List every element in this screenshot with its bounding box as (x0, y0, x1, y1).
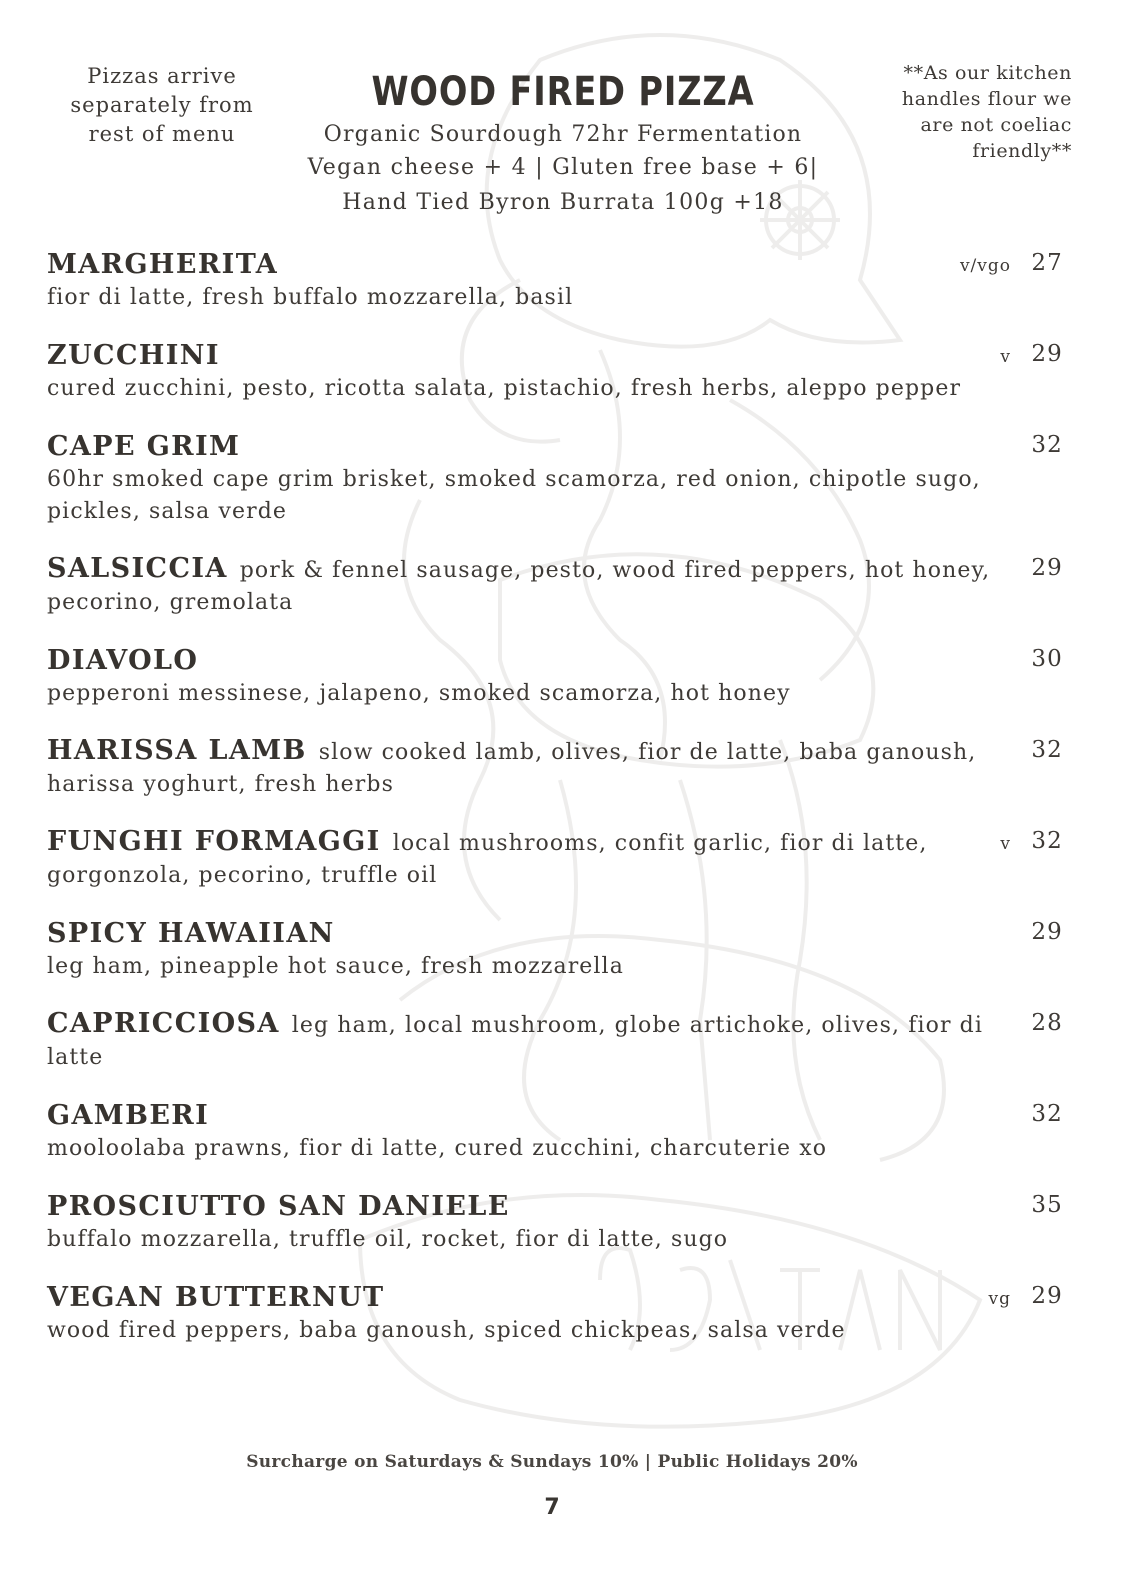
menu-item-text (47, 553, 1002, 619)
menu-item-description: local mushrooms, confit garlic, fior di latte, gorgonzola, pecorino, truffle oil (47, 831, 928, 888)
menu-subtitle: Organic Sourdough 72hr Fermentation (323, 122, 803, 147)
menu-item-price: 35 (1031, 1192, 1063, 1218)
surcharge-note: Surcharge on Saturdays & Sundays 10% | Public Holidays 20% (246, 1452, 858, 1472)
menu-item-description: pork & fennel sausage, pesto, wood fired peppers, hot honey, pecorino, gremolata (47, 558, 991, 615)
menu-burrata-line: Hand Tied Byron Burrata 100g +18 (342, 190, 784, 215)
menu-item-text (47, 917, 1002, 983)
menu-title: WOOD FIRED PIZZA (371, 69, 755, 115)
menu-item (47, 339, 1077, 405)
menu-item-text (47, 1281, 1002, 1347)
menu-item-price: 28 (1031, 1010, 1063, 1036)
menu-item (47, 430, 1077, 528)
menu-item-price: 29 (1031, 555, 1063, 581)
menu-item-description: leg ham, local mushroom, globe artichoke, olives, fior di latte (47, 1013, 983, 1070)
menu-options-line: Vegan cheese + 4 | Gluten free base + 6| (307, 155, 819, 180)
menu-item-name: ZUCCHINI (47, 340, 220, 371)
menu-item-text (47, 1008, 1002, 1074)
pizza-menu-list (47, 248, 1077, 1372)
menu-item-dietary-tag: v (1000, 834, 1011, 854)
menu-item-price: 29 (1031, 919, 1063, 945)
pizza-arrival-note-line: separately from (70, 93, 254, 117)
menu-item-name: DIAVOLO (47, 645, 199, 676)
menu-item (47, 248, 1077, 314)
menu-item-text (47, 826, 1002, 892)
menu-item-text (47, 339, 1002, 405)
menu-item-description: cured zucchini, pesto, ricotta salata, pistachio, fresh herbs, aleppo pepper (47, 376, 962, 401)
menu-item-description: wood fired peppers, baba ganoush, spiced chickpeas, salsa verde (47, 1318, 846, 1343)
menu-item-name: SALSICCIA (47, 553, 228, 584)
menu-item-description: 60hr smoked cape grim brisket, smoked scamorza, red onion, chipotle sugo, pickles, salsa verde (47, 467, 981, 524)
menu-item-description: leg ham, pineapple hot sauce, fresh mozzarella (47, 954, 624, 979)
menu-item (47, 735, 1077, 801)
menu-item-text (47, 735, 1002, 801)
menu-item (47, 826, 1077, 892)
menu-header (288, 66, 838, 220)
menu-item-price: 29 (1031, 1283, 1063, 1309)
menu-item-text (47, 1099, 1002, 1165)
menu-item-price: 27 (1031, 250, 1063, 276)
menu-item-name: SPICY HAWAIIAN (47, 918, 335, 949)
menu-item-description: mooloolaba prawns, fior di latte, cured zucchini, charcuterie xo (47, 1136, 828, 1161)
menu-item (47, 1281, 1077, 1347)
menu-item-dietary-tag: v/vgo (959, 256, 1011, 276)
menu-item-description: slow cooked lamb, olives, fior de latte, baba ganoush, harissa yoghurt, fresh herbs (47, 740, 977, 797)
menu-item-price: 32 (1031, 828, 1063, 854)
menu-item (47, 644, 1077, 710)
coeliac-note-line: are not coeliac (920, 114, 1072, 136)
pizza-arrival-note-line: Pizzas arrive (87, 64, 237, 88)
menu-item-description: buffalo mozzarella, truffle oil, rocket, fior di latte, sugo (47, 1227, 729, 1252)
menu-item-price: 30 (1031, 646, 1063, 672)
coeliac-note-line: friendly** (972, 140, 1072, 162)
menu-item (47, 1099, 1077, 1165)
menu-item-description: fior di latte, fresh buffalo mozzarella, basil (47, 285, 574, 310)
coeliac-note-line: **As our kitchen (903, 62, 1072, 84)
menu-item-text (47, 644, 1002, 710)
menu-item-name: MARGHERITA (47, 249, 279, 280)
menu-item-name: CAPRICCIOSA (47, 1008, 280, 1039)
menu-item-name: FUNGHI FORMAGGI (47, 826, 381, 857)
menu-item-dietary-tag: vg (988, 1289, 1011, 1309)
menu-item-name: CAPE GRIM (47, 431, 241, 462)
pizza-arrival-note-line: rest of menu (88, 122, 236, 146)
menu-item-price: 32 (1031, 737, 1063, 763)
coeliac-note (850, 60, 1072, 164)
menu-item-description: pepperoni messinese, jalapeno, smoked scamorza, hot honey (47, 681, 791, 706)
menu-item-name: PROSCIUTTO SAN DANIELE (47, 1191, 510, 1222)
menu-item-text (47, 1190, 1002, 1256)
menu-item-text (47, 430, 1002, 528)
menu-item-price: 32 (1031, 1101, 1063, 1127)
menu-item (47, 917, 1077, 983)
menu-item-text (47, 248, 1002, 314)
menu-item (47, 553, 1077, 619)
coeliac-note-line: handles flour we (901, 88, 1072, 110)
menu-item-price: 32 (1031, 432, 1063, 458)
page-number: 7 (544, 1495, 560, 1520)
menu-item-dietary-tag: v (1000, 347, 1011, 367)
menu-item-name: GAMBERI (47, 1100, 210, 1131)
menu-item (47, 1008, 1077, 1074)
pizza-arrival-note (58, 62, 266, 149)
menu-item-name: HARISSA LAMB (47, 735, 307, 766)
menu-item-price: 29 (1031, 341, 1063, 367)
menu-item-name: VEGAN BUTTERNUT (47, 1282, 385, 1313)
menu-item (47, 1190, 1077, 1256)
